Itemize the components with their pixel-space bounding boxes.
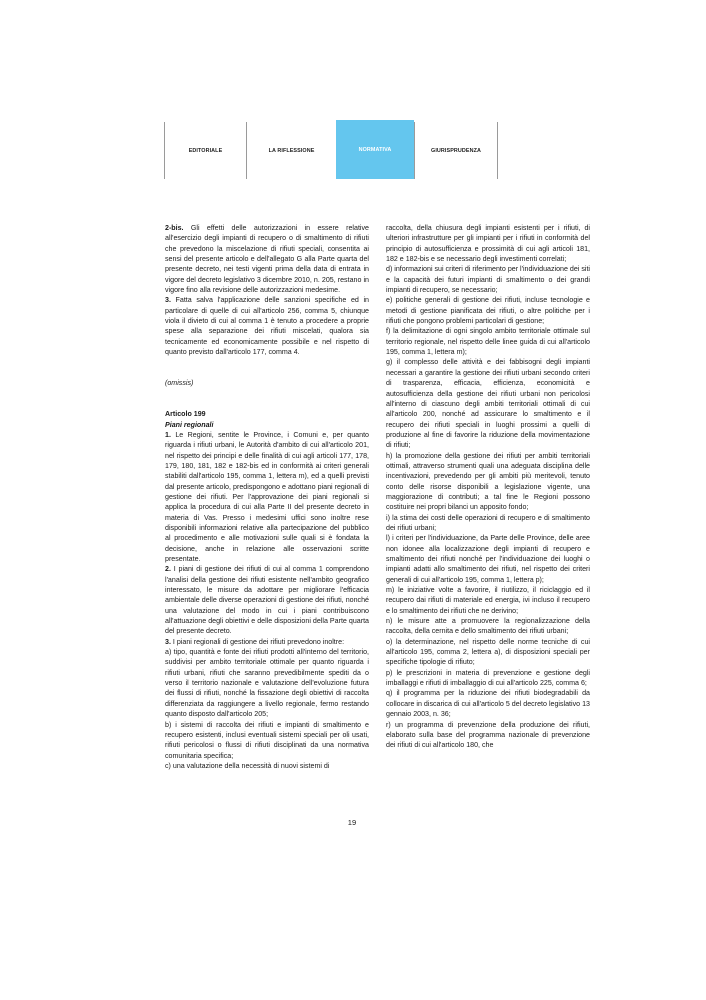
comma-2 (165, 564, 369, 636)
comma-text: I piani regionali di gestione dei rifiuti prevedono inoltre: (172, 637, 345, 646)
list-item-d: d) informazioni sui criteri di riferimento per l'individuazione dei siti e la capacità dei futuri impianti di smaltimento o dei grandi impianti di recupero, se necessario; (386, 265, 591, 295)
comma-1 (165, 430, 369, 564)
paragraph-label: 3. (165, 296, 171, 305)
left-column (165, 223, 369, 771)
list-item-l: l) i criteri per l'individuazione, da Parte delle Province, delle aree non idonee alla localizzazione degli impianti di recupero e smaltimento dei rifiuti nonché per l'individuazione dei luoghi o impianti adatti allo smaltimento dei rifiuti, nel rispetto dei criteri generali di cui all'articolo 195, comma 1, lettera p); (386, 534, 590, 584)
comma-label: 1. (165, 430, 171, 439)
paragraph-text: Gli effetti delle autorizzazioni in essere relative all'esercizio degli impianti di recupero o di smaltimento di rifiuti che prevedono la miscelazione di rifiuti speciali, consentita ai sensi del presente articolo e dell'allegato G alla Parte quarta del presente decreto, nei testi vigenti prima della data di entrata in vigore del decreto legislativo 3 dicembre 2010, n. 205, restano in vigore fino alla revisione delle autorizzazioni medesime. (165, 224, 369, 295)
comma-label: 2. (165, 565, 171, 574)
comma-label: 3. (165, 637, 171, 646)
list-item-c-continued: raccolta, della chiusura degli impianti esistenti per i rifiuti, di ulteriori infrastrutture per gli impianti per i rifiuti in conformità del principio di autosufficienza e prossimità di cui agli articoli 181, 182 e 182-bis e se necessario degli investimenti correlati; (386, 224, 590, 264)
list-item-e: e) politiche generali di gestione dei rifiuti, incluse tecnologie e metodi di gestione pianificata dei rifiuti, o altre politiche per i rifiuti che pongono problemi particolari di gestione; (386, 296, 590, 326)
list-item-b: b) i sistemi di raccolta dei rifiuti e impianti di smaltimento e recupero esistenti, inclusi eventuali sistemi speciali per oli usati, rifiuti pericolosi o flussi di rifiuti disciplinati da una normativa comunitaria specifica; (165, 720, 369, 760)
comma-3 (165, 637, 369, 647)
list-item-h: h) la promozione della gestione dei rifiuti per ambiti territoriali ottimali, attraverso strumenti quali una adeguata disciplina delle incentivazioni, prevedendo per gli ambiti più meritevoli, tenuto conto delle risorse disponibili a legislazione vigente, una maggiorazione di contributi; a tal fine le Regioni possono costituire nei propri bilanci un apposito fondo; (386, 451, 590, 512)
section-tabs (164, 122, 574, 179)
list-item-p: p) le prescrizioni in materia di prevenzione e gestione degli imballaggi e rifiuti di imballaggio di cui all'articolo 225, comma 6; (386, 668, 590, 688)
comma-text: I piani di gestione dei rifiuti di cui al comma 1 comprendono l'analisi della gestione dei rifiuti esistente nell'ambito geografico interessato, le misure da adottare per migliorare l'efficacia ambientale delle diverse operazioni di gestione dei rifiuti, nonché una valutazione del modo in cui i piani contribuiscono all'attuazione degli obiettivi e delle disposizioni della Parte quarta del presente decreto. (165, 565, 369, 636)
list-item-r: r) un programma di prevenzione della produzione dei rifiuti, elaborato sulla base del programma nazionale di prevenzione dei rifiuti di cui all'articolo 180, che (386, 720, 590, 750)
list-item-o: o) la determinazione, nel rispetto delle norme tecniche di cui all'articolo 195, comma 2, lettera a), di disposizioni speciali per specifiche tipologie di rifiuto; (386, 637, 590, 667)
paragraph-2-bis (165, 223, 369, 295)
list-item-a: a) tipo, quantità e fonte dei rifiuti prodotti all'interno del territorio, suddivisi per ambito territoriale ottimale per quanto riguarda i rifiuti urbani, rifiuti che saranno prevedibilmente spediti da o verso il territorio nazionale e valutazione dell'evoluzione futura dei flussi di rifiuti, nonché la fissazione degli obiettivi di raccolta differenziata da raggiungere a livello regionale, fermo restando quanto disposto dall'articolo 205; (165, 648, 369, 719)
tab-giurisprudenza[interactable]: GIURISPRUDENZA (414, 122, 498, 179)
right-column (386, 223, 590, 751)
tab-normativa[interactable]: NORMATIVA (336, 120, 414, 179)
tab-editoriale[interactable]: EDITORIALE (164, 122, 246, 179)
list-item-c: c) una valutazione della necessità di nuovi sistemi di (165, 761, 330, 770)
list-item-i: i) la stima dei costi delle operazioni di recupero e di smaltimento dei rifiuti urbani; (386, 513, 590, 532)
list-item-m: m) le iniziative volte a favorire, il riutilizzo, il riciclaggio ed il recupero dai rifiuti di materiale ed energia, ivi incluso il recupero e lo smaltimento dei rifiuti che ne derivino; (386, 586, 590, 615)
comma-text: Le Regioni, sentite le Province, i Comuni e, per quanto riguarda i rifiuti urbani, le Autorità d'ambito di cui all'articolo 201, nel rispetto dei principi e delle finalità di cui agli articoli 177, 178, 179, 180, 181, 182 e 182-bis ed in conformità ai criteri generali stabiliti dall'articolo 195, comma 1, lettera m), ed a quelli previsti dal presente articolo, predispongono e adottano piani regionali di gestione dei rifiuti. Per l'approvazione dei piani regionali si applica la procedura di cui alla Parte II del presente decreto in materia di Vas. Presso i medesimi uffici sono inoltre rese disponibili informazioni relative alla partecipazione del pubblico al procedimento e alle motivazioni sulle quali si è fondata la decisione, anche in relazione alle osservazioni scritte presentate. (165, 430, 369, 563)
list-item-f: f) la delimitazione di ogni singolo ambito territoriale ottimale sul territorio regionale, nel rispetto delle linee guida di cui all'articolo 195, comma 1, lettera m); (386, 327, 590, 357)
paragraph-3 (165, 295, 369, 357)
tab-la-riflessione[interactable]: LA RIFLESSIONE (246, 122, 336, 179)
list-item-n: n) le misure atte a promuovere la regionalizzazione della raccolta, della cernita e dello smaltimento dei rifiuti urbani; (386, 617, 590, 636)
article-subtitle: Piani regionali (165, 420, 214, 429)
paragraph-label: 2-bis. (165, 224, 184, 232)
list-item-g: g) il complesso delle attività e dei fabbisogni degli impianti necessari a garantire la gestione dei rifiuti urbani secondo criteri di trasparenza, efficacia, efficienza, economicità e autosufficienza della gestione dei rifiuti urbani non pericolosi all'interno di ciascuno degli ambiti territoriali ottimali di cui all'articolo 200, nonché ad assicurare lo smaltimento e il recupero dei rifiuti speciali in luoghi prossimi a quelli di produzione al fine di favorire la riduzione della movimentazione di rifiuti; (386, 358, 590, 450)
list-item-q: q) il programma per la riduzione dei rifiuti biodegradabili da collocare in discarica di cui all'articolo 5 del decreto legislativo 13 gennaio 2003, n. 36; (386, 689, 590, 719)
page-number: 19 (347, 818, 357, 827)
paragraph-text: Fatta salva l'applicazione delle sanzioni specifiche ed in particolare di quelle di cui all'articolo 256, comma 5, chiunque viola il divieto di cui al comma 1 è tenuto a procedere a proprie spese alla separazione dei rifiuti miscelati, qualora sia tecnicamente ed economicamente possibile e nel rispetto di quanto previsto dall'articolo 177, comma 4. (165, 296, 369, 357)
article-title: Articolo 199 (165, 410, 206, 419)
omissis-note: (omissis) (165, 379, 194, 388)
